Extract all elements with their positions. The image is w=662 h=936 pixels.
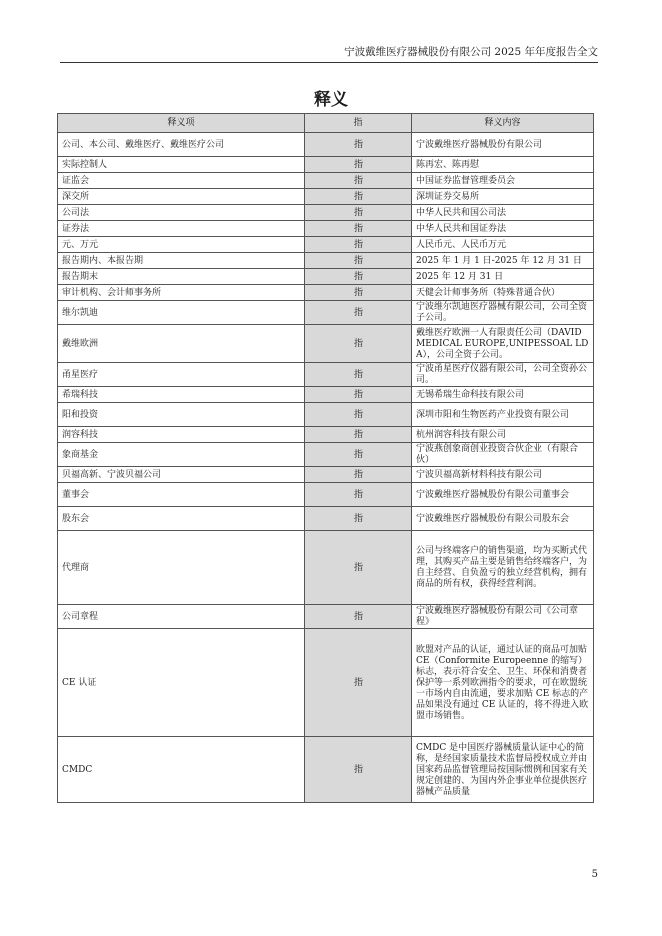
row-content: 深圳证券交易所 — [412, 189, 594, 205]
row-term: 阳和投资 — [58, 403, 305, 427]
row-content: 公司与终端客户的销售渠道，均为买断式代理，其购买产品主要是销售给终端客户，为自主经营、自负盈亏的独立经营机构，拥有商品的所有权，获得经营利润。 — [412, 531, 594, 605]
row-content: 戴维医疗欧洲一人有限责任公司（DAVID MEDICAL EUROPE,UNIPESSOAL LDA），公司全资子公司。 — [412, 325, 594, 363]
table-row — [58, 205, 594, 221]
row-term: 甬星医疗 — [58, 363, 305, 387]
row-ref: 指 — [305, 467, 412, 483]
table-row — [58, 427, 594, 443]
header-term: 释义项 — [58, 114, 305, 133]
row-ref: 指 — [305, 285, 412, 301]
row-content: 2025 年 12 月 31 日 — [412, 269, 594, 285]
page-header: 宁波戴维医疗器械股份有限公司 2025 年年度报告全文 — [344, 46, 598, 58]
row-content: 宁波戴维医疗器械股份有限公司董事会 — [412, 483, 594, 507]
table-row — [58, 301, 594, 325]
table-row — [58, 483, 594, 507]
row-content: 陈再宏、陈再慰 — [412, 157, 594, 173]
row-content: 宁波维尔凯迪医疗器械有限公司，公司全资子公司。 — [412, 301, 594, 325]
row-term: 审计机构、会计师事务所 — [58, 285, 305, 301]
row-content: 中华人民共和国证券法 — [412, 221, 594, 237]
row-ref: 指 — [305, 301, 412, 325]
row-term: 证券法 — [58, 221, 305, 237]
table-row — [58, 467, 594, 483]
table-row — [58, 157, 594, 173]
row-content: 宁波戴维医疗器械股份有限公司《公司章程》 — [412, 605, 594, 629]
table-row — [58, 173, 594, 189]
table-row — [58, 605, 594, 629]
table-row — [58, 325, 594, 363]
row-term: 戴维欧洲 — [58, 325, 305, 363]
row-term: 公司法 — [58, 205, 305, 221]
row-content: 中华人民共和国公司法 — [412, 205, 594, 221]
row-ref: 指 — [305, 133, 412, 157]
table-row — [58, 737, 594, 803]
row-term: 公司、本公司、戴维医疗、戴维医疗公司 — [58, 133, 305, 157]
row-content: 天健会计师事务所（特殊普通合伙） — [412, 285, 594, 301]
row-ref: 指 — [305, 157, 412, 173]
row-content: 宁波戴维医疗器械股份有限公司股东会 — [412, 507, 594, 531]
row-ref: 指 — [305, 427, 412, 443]
table-row — [58, 285, 594, 301]
table-body — [58, 133, 594, 803]
table-row — [58, 363, 594, 387]
row-term: 元、万元 — [58, 237, 305, 253]
row-term: 证监会 — [58, 173, 305, 189]
row-term: 实际控制人 — [58, 157, 305, 173]
table-row — [58, 253, 594, 269]
table-row — [58, 403, 594, 427]
table-row — [58, 531, 594, 605]
row-content: 杭州润容科技有限公司 — [412, 427, 594, 443]
row-term: 董事会 — [58, 483, 305, 507]
row-content: CMDC 是中国医疗器械质量认证中心的简称，是经国家质量技术监督局授权成立并由国家药品监督管理局按国际惯例和国家有关规定创建的、为国内外企事业单位提供医疗器械产品质量 — [412, 737, 594, 803]
row-ref: 指 — [305, 221, 412, 237]
row-term: 希瑞科技 — [58, 387, 305, 403]
row-ref: 指 — [305, 483, 412, 507]
row-ref: 指 — [305, 189, 412, 205]
row-ref: 指 — [305, 507, 412, 531]
table-header-row — [58, 114, 594, 133]
table-row — [58, 629, 594, 737]
header-ref: 指 — [305, 114, 412, 133]
row-ref: 指 — [305, 363, 412, 387]
row-ref: 指 — [305, 531, 412, 605]
row-ref: 指 — [305, 269, 412, 285]
row-content: 欧盟对产品的认证，通过认证的商品可加贴 CE（Conformite Europeenne 的缩写）标志，表示符合安全、卫生、环保和消费者保护等一系列欧洲指令的要求，可在欧盟统一市场内自由流通，要求加贴 CE 标志的产品如果没有通过 CE 认证的，将不得进入欧盟市场销售。 — [412, 629, 594, 737]
row-term: 象商基金 — [58, 443, 305, 467]
header-content: 释义内容 — [412, 114, 594, 133]
row-ref: 指 — [305, 403, 412, 427]
table-row — [58, 237, 594, 253]
row-ref: 指 — [305, 737, 412, 803]
row-term: 公司章程 — [58, 605, 305, 629]
table-row — [58, 133, 594, 157]
row-content: 宁波戴维医疗器械股份有限公司 — [412, 133, 594, 157]
row-term: 股东会 — [58, 507, 305, 531]
row-content: 深圳市阳和生物医药产业投资有限公司 — [412, 403, 594, 427]
row-ref: 指 — [305, 237, 412, 253]
row-ref: 指 — [305, 387, 412, 403]
row-term: 深交所 — [58, 189, 305, 205]
row-ref: 指 — [305, 443, 412, 467]
row-term: 维尔凯迪 — [58, 301, 305, 325]
row-ref: 指 — [305, 325, 412, 363]
row-term: CE 认证 — [58, 629, 305, 737]
row-term: 报告期末 — [58, 269, 305, 285]
table-row — [58, 189, 594, 205]
row-term: CMDC — [58, 737, 305, 803]
row-term: 报告期内、本报告期 — [58, 253, 305, 269]
row-term: 润容科技 — [58, 427, 305, 443]
definitions-table — [57, 113, 594, 803]
table-row — [58, 507, 594, 531]
table-row — [58, 387, 594, 403]
row-content: 人民币元、人民币万元 — [412, 237, 594, 253]
table-row — [58, 269, 594, 285]
row-term: 代理商 — [58, 531, 305, 605]
row-content: 中国证券监督管理委员会 — [412, 173, 594, 189]
row-ref: 指 — [305, 173, 412, 189]
row-ref: 指 — [305, 253, 412, 269]
header-divider — [60, 62, 598, 63]
row-content: 2025 年 1 月 1 日-2025 年 12 月 31 日 — [412, 253, 594, 269]
table-row — [58, 221, 594, 237]
row-ref: 指 — [305, 629, 412, 737]
row-ref: 指 — [305, 605, 412, 629]
row-ref: 指 — [305, 205, 412, 221]
page-number: 5 — [591, 869, 598, 880]
row-content: 宁波甬星医疗仪器有限公司，公司全资孙公司。 — [412, 363, 594, 387]
page-title: 释义 — [314, 90, 348, 110]
table-row — [58, 443, 594, 467]
row-content: 无锡希瑞生命科技有限公司 — [412, 387, 594, 403]
row-content: 宁波燕创象商创业投资合伙企业（有限合伙） — [412, 443, 594, 467]
row-content: 宁波贝福高新材料科技有限公司 — [412, 467, 594, 483]
row-term: 贝福高新、宁波贝福公司 — [58, 467, 305, 483]
